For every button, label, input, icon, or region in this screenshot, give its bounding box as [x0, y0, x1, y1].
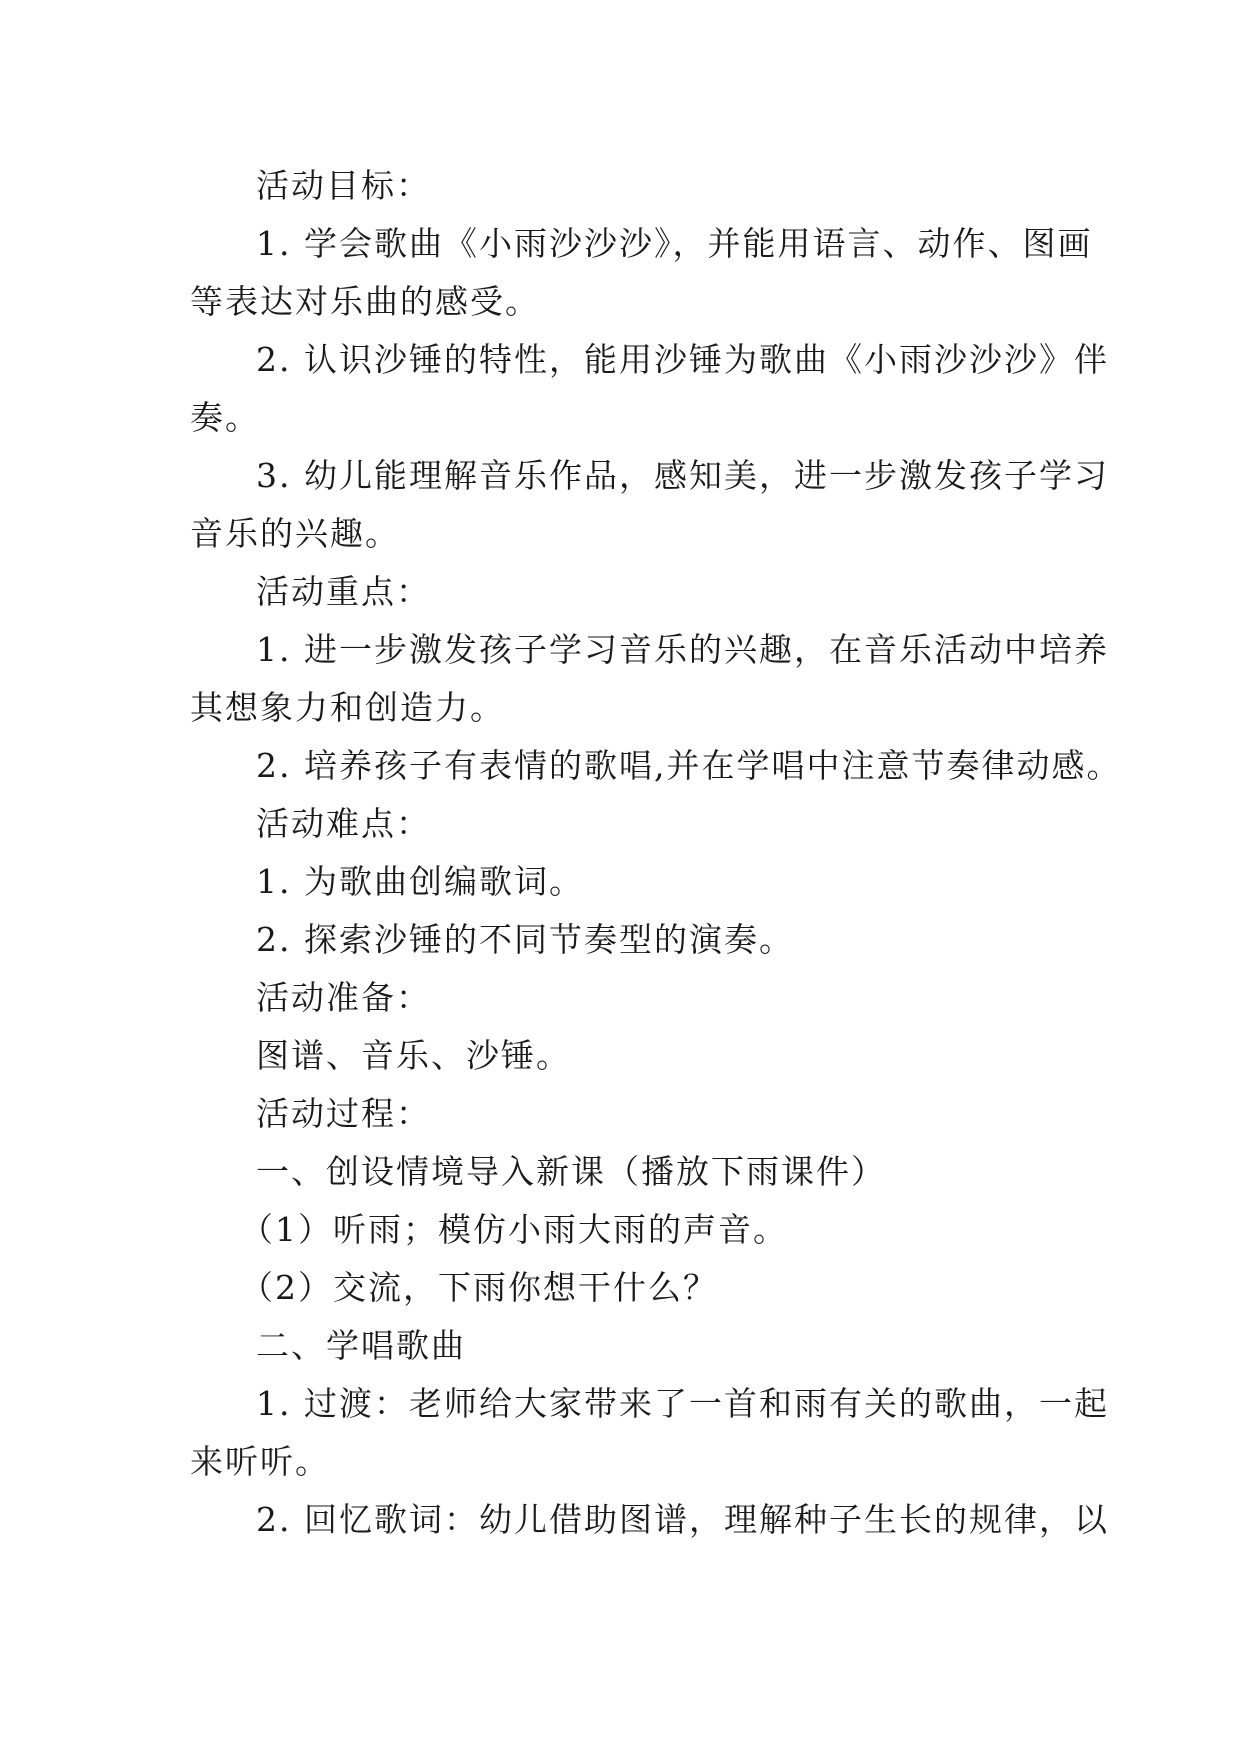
heading-activity-process: 活动过程： [256, 1094, 431, 1133]
goal-1-line-2: 等表达对乐曲的感受。 [190, 282, 540, 321]
difficulty-2: 2. 探索沙锤的不同节奏型的演奏。 [256, 920, 794, 959]
goal-2-line-1: 2. 认识沙锤的特性，能用沙锤为歌曲《小雨沙沙沙》伴 [256, 340, 1109, 379]
key-1-line-1: 1. 进一步激发孩子学习音乐的兴趣，在音乐活动中培养 [256, 630, 1109, 669]
process-step-2-1-line-1: 1. 过渡：老师给大家带来了一首和雨有关的歌曲，一起 [256, 1384, 1109, 1423]
process-step-2: 二、学唱歌曲 [256, 1326, 466, 1365]
key-1-line-2: 其想象力和创造力。 [190, 688, 505, 727]
heading-activity-goals: 活动目标： [256, 166, 431, 205]
document-page [190, 157, 1122, 1549]
process-step-2-2-line-1: 2. 回忆歌词：幼儿借助图谱，理解种子生长的规律，以 [256, 1500, 1109, 1539]
heading-activity-difficulties: 活动难点： [256, 804, 431, 843]
key-2: 2. 培养孩子有表情的歌唱,并在学唱中注意节奏律动感。 [256, 746, 1122, 785]
goal-2-line-2: 奏。 [190, 398, 260, 437]
goal-3-line-1: 3. 幼儿能理解音乐作品，感知美，进一步激发孩子学习 [256, 456, 1109, 495]
process-step-1: 一、创设情境导入新课（播放下雨课件） [256, 1152, 886, 1191]
heading-activity-key-points: 活动重点： [256, 572, 431, 611]
process-step-1-2: （2）交流，下雨你想干什么？ [240, 1268, 718, 1307]
process-step-1-1: （1）听雨；模仿小雨大雨的声音。 [240, 1210, 788, 1249]
goal-3-line-2: 音乐的兴趣。 [190, 514, 400, 553]
goal-1-line-1: 1. 学会歌曲《小雨沙沙沙》，并能用语言、动作、图画 [256, 224, 1093, 263]
difficulty-1: 1. 为歌曲创编歌词。 [256, 862, 584, 901]
heading-activity-preparation: 活动准备： [256, 978, 431, 1017]
process-step-2-1-line-2: 来听听。 [190, 1442, 330, 1481]
preparation-items: 图谱、音乐、沙锤。 [256, 1036, 571, 1075]
